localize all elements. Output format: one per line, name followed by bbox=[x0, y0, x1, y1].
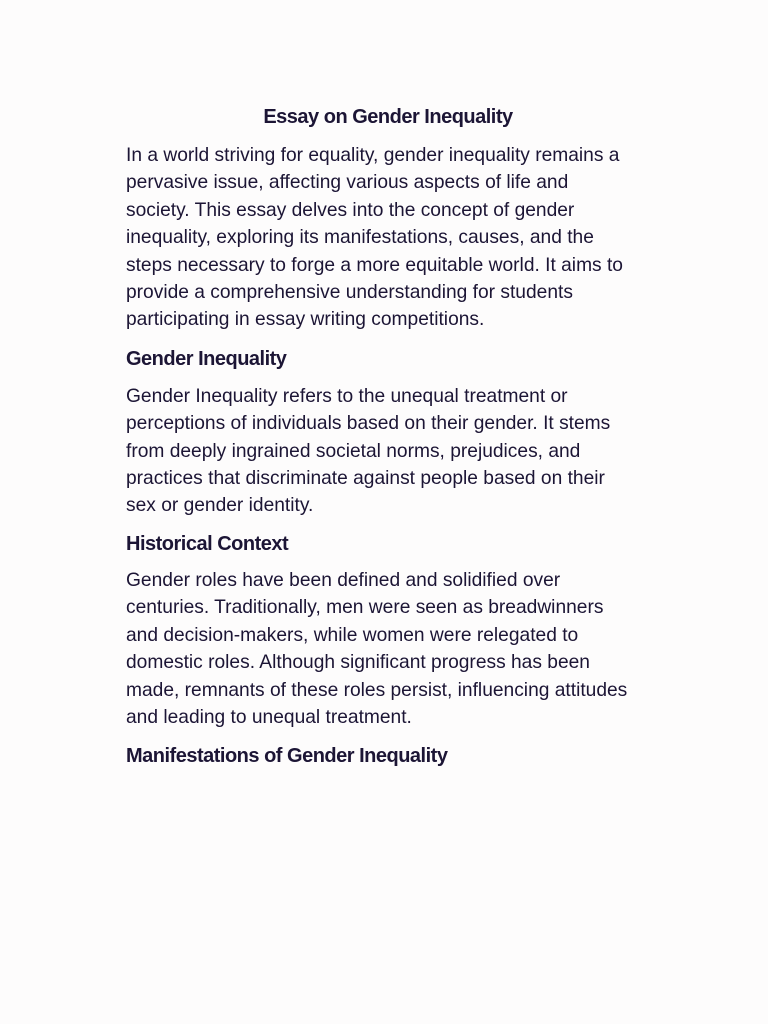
document-page bbox=[126, 102, 646, 770]
section-body-gender-inequality: Gender Inequality refers to the unequal treatment or perceptions of individuals based on their gender. It stems from deeply ingrained societal norms, prejudices, and practices that discriminate against people based on their sex or gender identity. bbox=[126, 385, 611, 517]
section-body-historical-context: Gender roles have been defined and solidified over centuries. Traditionally, men were seen as breadwinners and decision-makers, while women were relegated to domestic roles. Although significant progress has been made, remnants of these roles persist, influencing attitudes and leading to unequal treatment. bbox=[126, 569, 628, 728]
section-heading-historical-context: Historical Context bbox=[126, 532, 289, 555]
document-title: Essay on Gender Inequality bbox=[263, 106, 513, 128]
intro-paragraph: In a world striving for equality, gender inequality remains a pervasive issue, affecting various aspects of life and society. This essay delves into the concept of gender inequality, exploring its manifestations, causes, and the steps necessary to forge a more equitable world. It aims to provide a comprehensive understanding for students participating in essay writing competitions. bbox=[126, 145, 623, 331]
section-heading-gender-inequality: Gender Inequality bbox=[126, 347, 287, 370]
section-heading-manifestations: Manifestations of Gender Inequality bbox=[126, 745, 448, 768]
